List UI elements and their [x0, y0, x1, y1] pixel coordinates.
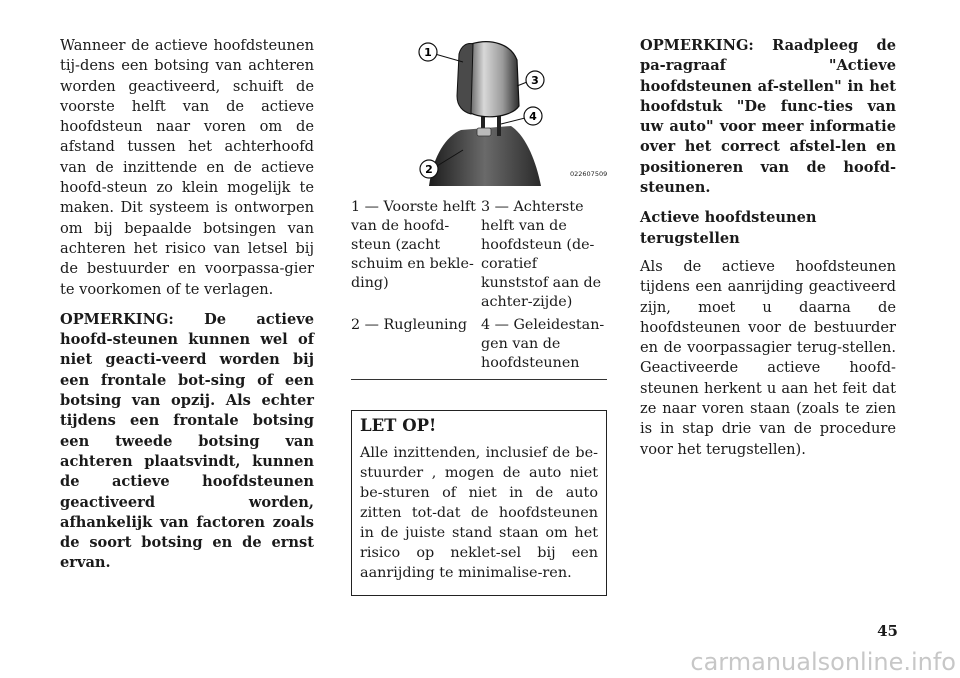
left-column	[60, 36, 314, 584]
callout-2-label: 2	[425, 163, 433, 176]
callout-3-label: 3	[531, 74, 539, 87]
watermark-text: carmanualsonline.info	[690, 648, 956, 676]
legend-item-1	[351, 198, 481, 312]
right-column	[640, 36, 896, 470]
reference-note: OPMERKING: Raadpleeg de pa-ragraaf "Actieve hoofdsteunen af-stellen" in het hoofdstuk "De func-ties van uw auto" voor meer informatie over het correct afstel-len en positioneren van de hoofd-steunen.	[640, 37, 896, 197]
headrest-illustration	[351, 36, 607, 186]
middle-column	[351, 36, 607, 596]
legend-text-2: 2 — Rugleuning	[351, 317, 467, 333]
page-number: 45	[877, 622, 898, 640]
section-subheading: Actieve hoofdsteunen terugstellen	[640, 209, 817, 247]
intro-paragraph: Wanneer de actieve hoofdsteunen tij-dens een botsing van achteren worden geactiveerd, schuift de voorste helft van de actieve hoofdsteun naar voren om de afstand tussen het achterhoofd van de inzittende en de actieve hoofd-steun zo klein mogelijk te maken. Dit systeem is ontworpen om bij bepaalde botsingen van achteren het risico van letsel bij de bestuurder en voorpassa-gier te voorkomen of te verlagen.	[60, 37, 314, 298]
legend-text-3: 3 — Achterste helft van de hoofdsteun (de-coratief kunststof aan de achter-zijde)	[481, 199, 602, 310]
headrest-drawing	[351, 36, 607, 186]
caution-body: Alle inzittenden, inclusief de be-stuurder , mogen de auto niet be-sturen of niet in de auto zitten tot-dat de hoofdsteunen in de juiste stand staan om het risico op neklet-sel bij een aanrijding te minimalise-ren.	[360, 445, 598, 581]
figure-code: 022607509	[570, 170, 608, 178]
legend-divider	[351, 379, 607, 380]
caution-box	[351, 410, 607, 596]
legend-text-4: 4 — Geleidestan-gen van de hoofdsteunen	[481, 317, 605, 371]
legend-text-1: 1 — Voorste helft van de hoofd-steun (zacht schuim en bekle-ding)	[351, 199, 476, 291]
release-button-shape	[477, 128, 491, 136]
legend-item-3	[481, 198, 607, 312]
headrest-front-shape	[457, 43, 473, 114]
legend-item-2	[351, 316, 481, 373]
reset-paragraph: Als de actieve hoofdsteunen tijdens een aanrijding geactiveerd zijn, moet u daarna de hoofdsteunen voor de bestuurder en de voorpassagier terug-stellen. Geactiveerde actieve hoofd-steunen herkent u aan het feit dat ze naar voren staan (zoals te zien is in stap drie van de procedure voor het terugstellen).	[640, 257, 896, 458]
caution-title: LET OP!	[360, 416, 437, 435]
legend-item-4	[481, 316, 607, 373]
callout-4-label: 4	[529, 110, 537, 123]
figure-legend	[351, 198, 607, 377]
note-paragraph: OPMERKING: De actieve hoofd-steunen kunnen wel of niet geacti-veerd worden bij een frontale bot-sing of een botsing van opzij. Als echter tijdens een frontale botsing een tweede botsing van achteren plaatsvindt, kunnen de actieve hoofdsteunen geactiveerd worden, afhankelijk van factoren zoals de soort botsing en de ernst ervan.	[60, 310, 314, 572]
callout-1-label: 1	[424, 46, 432, 59]
